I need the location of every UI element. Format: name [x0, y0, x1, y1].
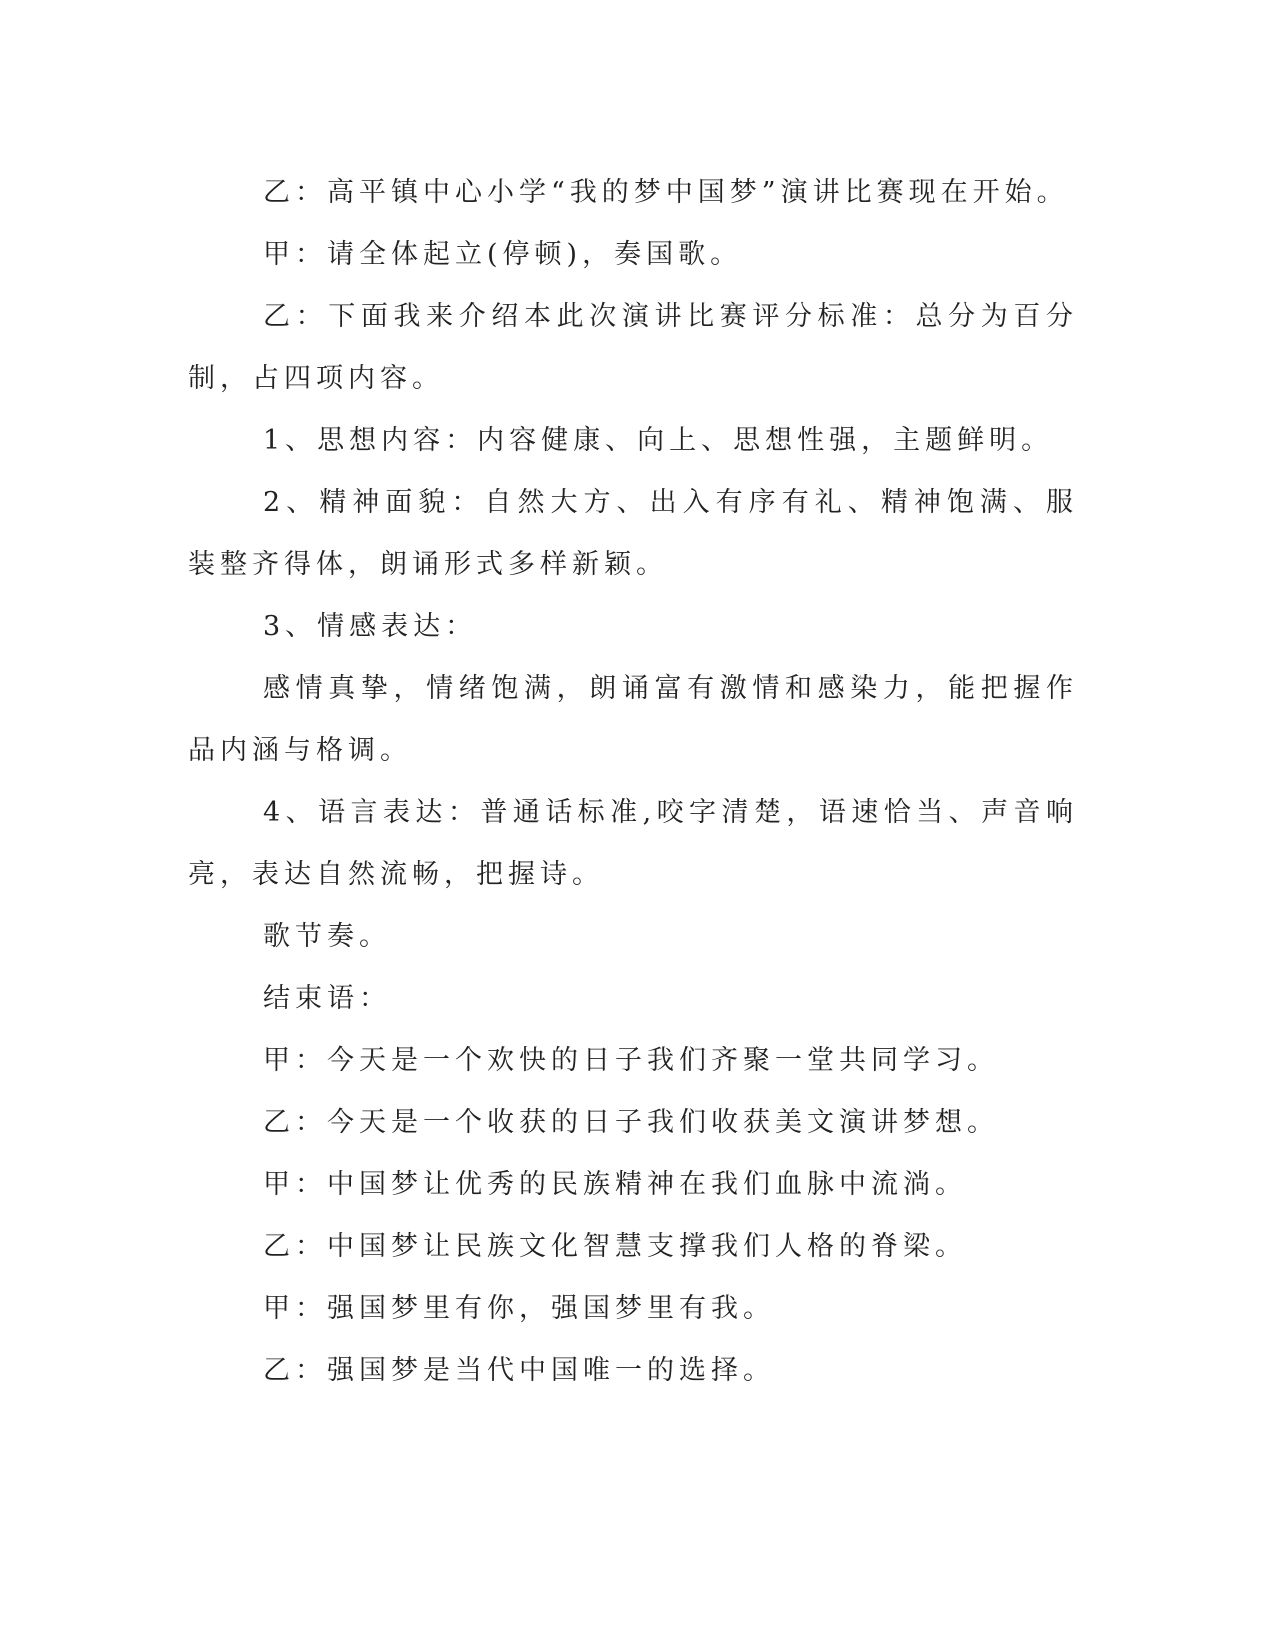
- paragraph-criterion-2: 2、精神面貌：自然大方、出入有序有礼、精神饱满、服装整齐得体，朗诵形式多样新颖。: [188, 487, 1078, 580]
- paragraph-criterion-4: 4、语言表达：普通话标准,咬字清楚，语速恰当、声音响亮，表达自然流畅，把握诗。: [188, 797, 1078, 890]
- paragraph-scoring-intro: 乙：下面我来介绍本此次演讲比赛评分标准：总分为百分制，占四项内容。: [188, 301, 1078, 394]
- paragraph-criterion-1: 1、思想内容：内容健康、向上、思想性强，主题鲜明。: [263, 425, 1054, 456]
- document-body: [188, 162, 1078, 1402]
- paragraph-criterion-3-body: 感情真挚，情绪饱满，朗诵富有激情和感染力，能把握作品内涵与格调。: [188, 673, 1078, 766]
- paragraph-opening: 乙：高平镇中心小学“我的梦中国梦”演讲比赛现在开始。: [263, 177, 1069, 208]
- paragraph-closing-1: 甲：今天是一个欢快的日子我们齐聚一堂共同学习。: [263, 1045, 999, 1076]
- paragraph-closing-title: 结束语：: [263, 983, 391, 1014]
- paragraph-anthem: 甲：请全体起立(停顿)，奏国歌。: [263, 239, 743, 270]
- paragraph-criterion-3-title: 3、情感表达：: [263, 611, 478, 642]
- paragraph-closing-2: 乙：今天是一个收获的日子我们收获美文演讲梦想。: [263, 1107, 999, 1138]
- paragraph-closing-5: 甲：强国梦里有你，强国梦里有我。: [263, 1293, 775, 1324]
- paragraph-closing-3: 甲：中国梦让优秀的民族精神在我们血脉中流淌。: [263, 1169, 967, 1200]
- paragraph-rhythm: 歌节奏。: [263, 921, 391, 952]
- paragraph-closing-4: 乙：中国梦让民族文化智慧支撑我们人格的脊梁。: [263, 1231, 967, 1262]
- paragraph-closing-6: 乙：强国梦是当代中国唯一的选择。: [263, 1355, 775, 1386]
